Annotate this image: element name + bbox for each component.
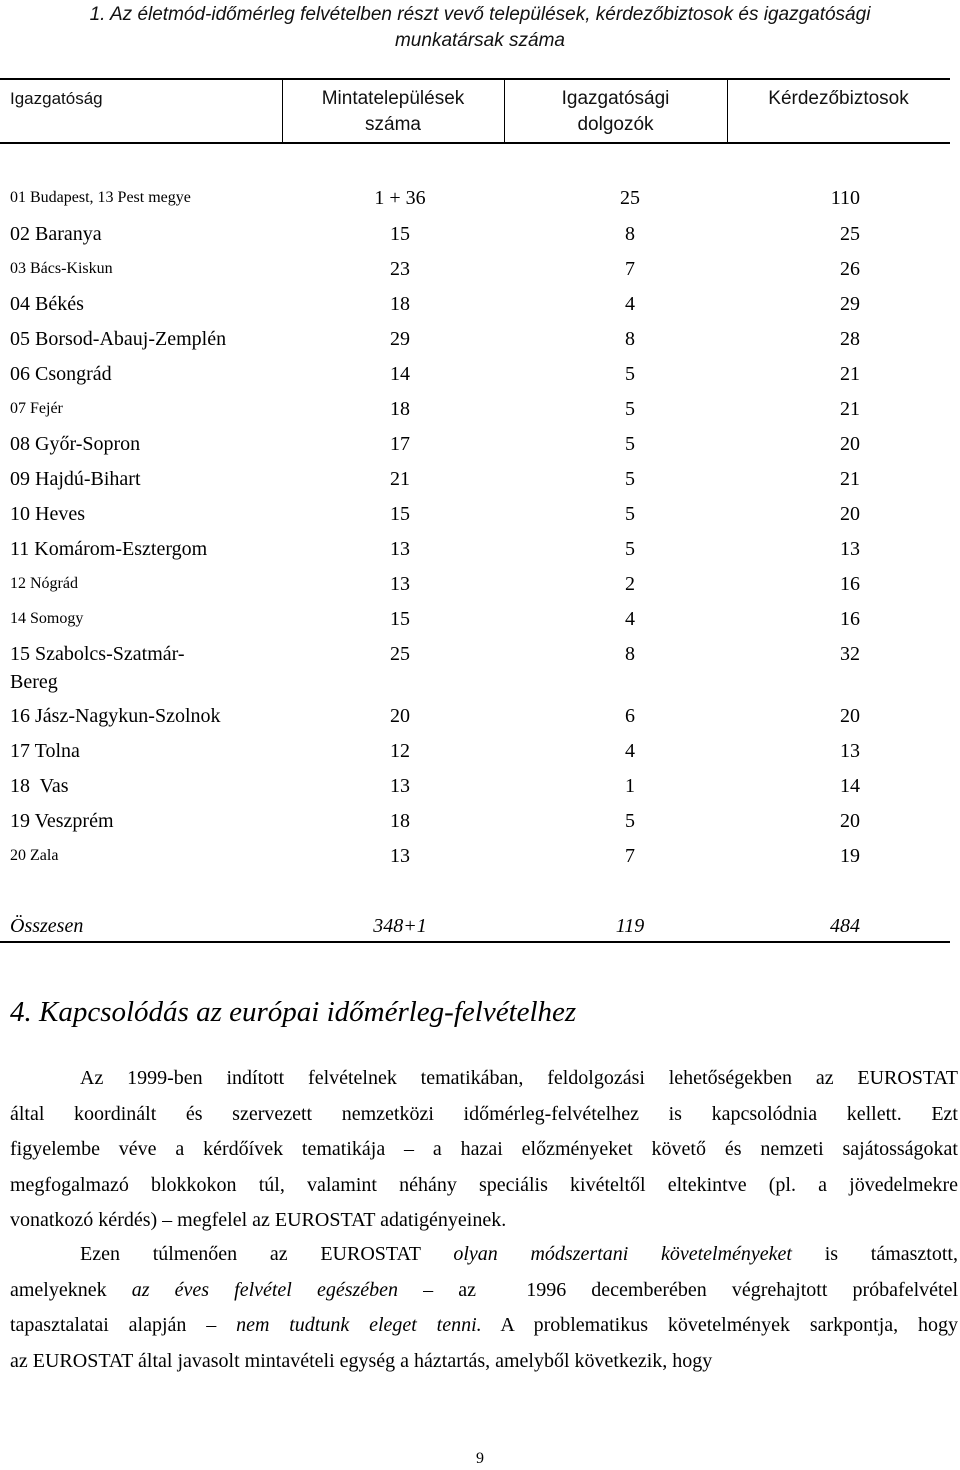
row-mintatelepulesek: 13	[390, 538, 410, 560]
row-name: 09 Hajdú-Bihart	[10, 468, 141, 490]
paragraph-1-line: által koordinált és szervezett nemzetközi időmérleg-felvételhez is kapcsolódnia kellett. Ezt	[10, 1102, 958, 1125]
row-kerdezobiztosok: 28	[840, 328, 860, 350]
table-row	[0, 360, 960, 394]
table-row	[0, 290, 960, 324]
row-dolgozok: 4	[625, 608, 635, 630]
paragraph-2	[10, 1237, 958, 1379]
row-mintatelepulesek: 15	[390, 608, 410, 630]
p2-text: tapasztalatai alapján –	[10, 1314, 237, 1336]
row-name: 10 Heves	[10, 503, 85, 525]
p2-text: – az 1996 decemberében végrehajtott próbafelvétel	[398, 1278, 959, 1301]
row-kerdezobiztosok: 26	[840, 258, 860, 280]
header-mintatelepulesek-line2: száma	[365, 114, 421, 135]
row-dolgozok: 8	[625, 643, 635, 665]
row-kerdezobiztosok: 21	[840, 398, 860, 420]
row-mintatelepulesek: 23	[390, 258, 410, 280]
header-mintatelepulesek-line1: Mintatelepülések	[321, 88, 465, 109]
row-name: 16 Jász-Nagykun-Szolnok	[10, 705, 221, 727]
paragraph-2-line	[10, 1237, 958, 1273]
row-name: 03 Bács-Kiskun	[10, 260, 113, 277]
row-name: 05 Borsod-Abauj-Zemplén	[10, 328, 227, 350]
row-dolgozok: 2	[625, 573, 635, 595]
row-dolgozok: 5	[625, 468, 635, 490]
paragraph-1-line: vonatkozó kérdés) – megfelel az EUROSTAT adatigényeinek.	[10, 1209, 507, 1231]
p2-text: Ezen túlmenően az EUROSTAT	[80, 1243, 454, 1265]
table-bottom-rule	[0, 941, 950, 943]
row-kerdezobiztosok: 20	[840, 810, 860, 832]
row-name: 04 Békés	[10, 293, 84, 315]
row-name: 19 Veszprém	[10, 810, 114, 832]
row-kerdezobiztosok: 13	[840, 740, 860, 762]
paragraph-1-line: Az 1999-ben indított felvételnek tematikában, feldolgozási lehetőségekben az EUROSTAT	[80, 1067, 958, 1089]
row-name: 01 Budapest, 13 Pest megye	[10, 189, 191, 206]
row-kerdezobiztosok: 20	[840, 503, 860, 525]
row-mintatelepulesek: 12	[390, 740, 410, 762]
row-kerdezobiztosok: 16	[840, 608, 860, 630]
row-name: 12 Nógrád	[10, 575, 78, 592]
p2-text: amelyeknek	[10, 1278, 132, 1301]
header-kerdezobiztosok: Kérdezőbiztosok	[768, 88, 909, 109]
table-row	[0, 570, 960, 604]
row-name: 07 Fejér	[10, 400, 63, 417]
row-dolgozok: 5	[625, 363, 635, 385]
table-top-rule	[0, 78, 950, 80]
table-row	[0, 325, 960, 359]
page-number: 9	[476, 1450, 484, 1467]
row-dolgozok: 8	[625, 328, 635, 350]
row-kerdezobiztosok: 20	[840, 433, 860, 455]
table-row	[0, 772, 960, 806]
table-row	[0, 395, 960, 429]
header-igazgatosagi-line2: dolgozók	[577, 114, 654, 135]
row-dolgozok: 5	[625, 538, 635, 560]
table-row	[0, 842, 960, 876]
row-dolgozok: 4	[625, 293, 635, 315]
row-mintatelepulesek: 18	[390, 398, 410, 420]
table-row	[0, 465, 960, 499]
row-dolgozok: 5	[625, 503, 635, 525]
row-name-line2: Bereg	[10, 671, 58, 693]
header-igazgatosagi-line1: Igazgatósági	[561, 88, 670, 109]
table-row	[0, 535, 960, 569]
row-kerdezobiztosok: 32	[840, 643, 860, 665]
p2-italic: nem tudtunk eleget tenni.	[236, 1314, 482, 1336]
row-mintatelepulesek: 18	[390, 293, 410, 315]
row-kerdezobiztosok: 19	[840, 845, 860, 867]
table-row	[0, 702, 960, 736]
row-name: 08 Győr-Sopron	[10, 433, 141, 455]
row-name: 18 Vas	[10, 775, 69, 797]
table-row	[0, 220, 960, 254]
row-name: 14 Somogy	[10, 610, 84, 627]
row-mintatelepulesek: 14	[390, 363, 410, 385]
table-header-rule	[0, 142, 950, 144]
row-mintatelepulesek: 29	[390, 328, 410, 350]
row-kerdezobiztosok: 20	[840, 705, 860, 727]
row-dolgozok: 5	[625, 398, 635, 420]
row-mintatelepulesek: 1 + 36	[374, 187, 426, 209]
header-igazgatosagi-dolgozok	[504, 86, 727, 138]
table-row	[0, 737, 960, 771]
row-kerdezobiztosok: 16	[840, 573, 860, 595]
table-row	[0, 640, 960, 702]
row-mintatelepulesek: 15	[390, 503, 410, 525]
table-title-line1: 1. Az életmód-időmérleg felvételben részt vevő települések, kérdezőbiztosok és igazgatósági	[89, 4, 871, 25]
row-dolgozok: 25	[620, 187, 640, 209]
total-label: Összesen	[10, 915, 84, 937]
row-name-line1: 15 Szabolcs-Szatmár-	[10, 643, 185, 665]
table-title-line2: munkatársak száma	[394, 30, 565, 51]
row-mintatelepulesek: 21	[390, 468, 410, 490]
p2-italic: az éves felvétel egészében	[131, 1278, 399, 1301]
section-heading: 4. Kapcsolódás az európai időmérleg-felvételhez	[10, 996, 577, 1028]
header-igazgatosag: Igazgatóság	[10, 89, 103, 108]
row-kerdezobiztosok: 29	[840, 293, 860, 315]
row-name: 02 Baranya	[10, 223, 102, 245]
row-dolgozok: 4	[625, 740, 635, 762]
row-dolgozok: 5	[625, 810, 635, 832]
paragraph-1-line: figyelembe véve a kérdőívek tematikája – a hazai előzményeket követő és nemzeti sajátosságokat	[10, 1138, 958, 1160]
row-kerdezobiztosok: 21	[840, 468, 860, 490]
row-kerdezobiztosok: 14	[840, 775, 860, 797]
row-dolgozok: 8	[625, 223, 635, 245]
row-dolgozok: 5	[625, 433, 635, 455]
row-mintatelepulesek: 20	[390, 705, 410, 727]
row-name: 17 Tolna	[10, 740, 80, 762]
p2-italic: olyan módszertani követelményeket	[453, 1243, 792, 1265]
row-mintatelepulesek: 25	[390, 643, 410, 665]
table-row	[0, 184, 960, 218]
row-dolgozok: 7	[625, 845, 635, 867]
row-mintatelepulesek: 13	[390, 775, 410, 797]
row-dolgozok: 1	[625, 775, 635, 797]
total-dolgozok: 119	[615, 915, 645, 937]
row-mintatelepulesek: 13	[390, 845, 410, 867]
table-row	[0, 500, 960, 534]
row-mintatelepulesek: 18	[390, 810, 410, 832]
row-name: 11 Komárom-Esztergom	[10, 538, 208, 560]
total-mintatelepulesek: 348+1	[373, 915, 427, 937]
paragraph-2-line	[10, 1273, 958, 1309]
table-row	[0, 807, 960, 841]
paragraph-1-line: megfogalmazó blokkokon túl, valamint néhány speciális kivételtől eltekintve (pl. a jövedelmekre	[10, 1173, 958, 1196]
row-mintatelepulesek: 13	[390, 573, 410, 595]
p2-text: A problematikus követelmények sarkpontja, hogy	[481, 1314, 958, 1336]
p2-text: is támasztott,	[791, 1243, 958, 1265]
row-kerdezobiztosok: 25	[840, 223, 860, 245]
header-mintatelepulesek	[282, 86, 504, 138]
row-kerdezobiztosok: 110	[830, 187, 860, 209]
row-name: 20 Zala	[10, 847, 59, 864]
table-row	[0, 605, 960, 639]
row-dolgozok: 6	[625, 705, 635, 727]
table-row	[0, 255, 960, 289]
row-kerdezobiztosok: 13	[840, 538, 860, 560]
paragraph-2-line	[10, 1308, 958, 1344]
total-kerdezobiztosok: 484	[830, 915, 860, 937]
paragraph-2-line: az EUROSTAT által javasolt mintavételi egység a háztartás, amelyből következik, hogy	[10, 1349, 713, 1372]
paragraph-1	[10, 1061, 958, 1239]
row-name: 06 Csongrád	[10, 363, 112, 385]
row-mintatelepulesek: 15	[390, 223, 410, 245]
table-row	[0, 430, 960, 464]
row-mintatelepulesek: 17	[390, 433, 410, 455]
row-kerdezobiztosok: 21	[840, 363, 860, 385]
row-dolgozok: 7	[625, 258, 635, 280]
